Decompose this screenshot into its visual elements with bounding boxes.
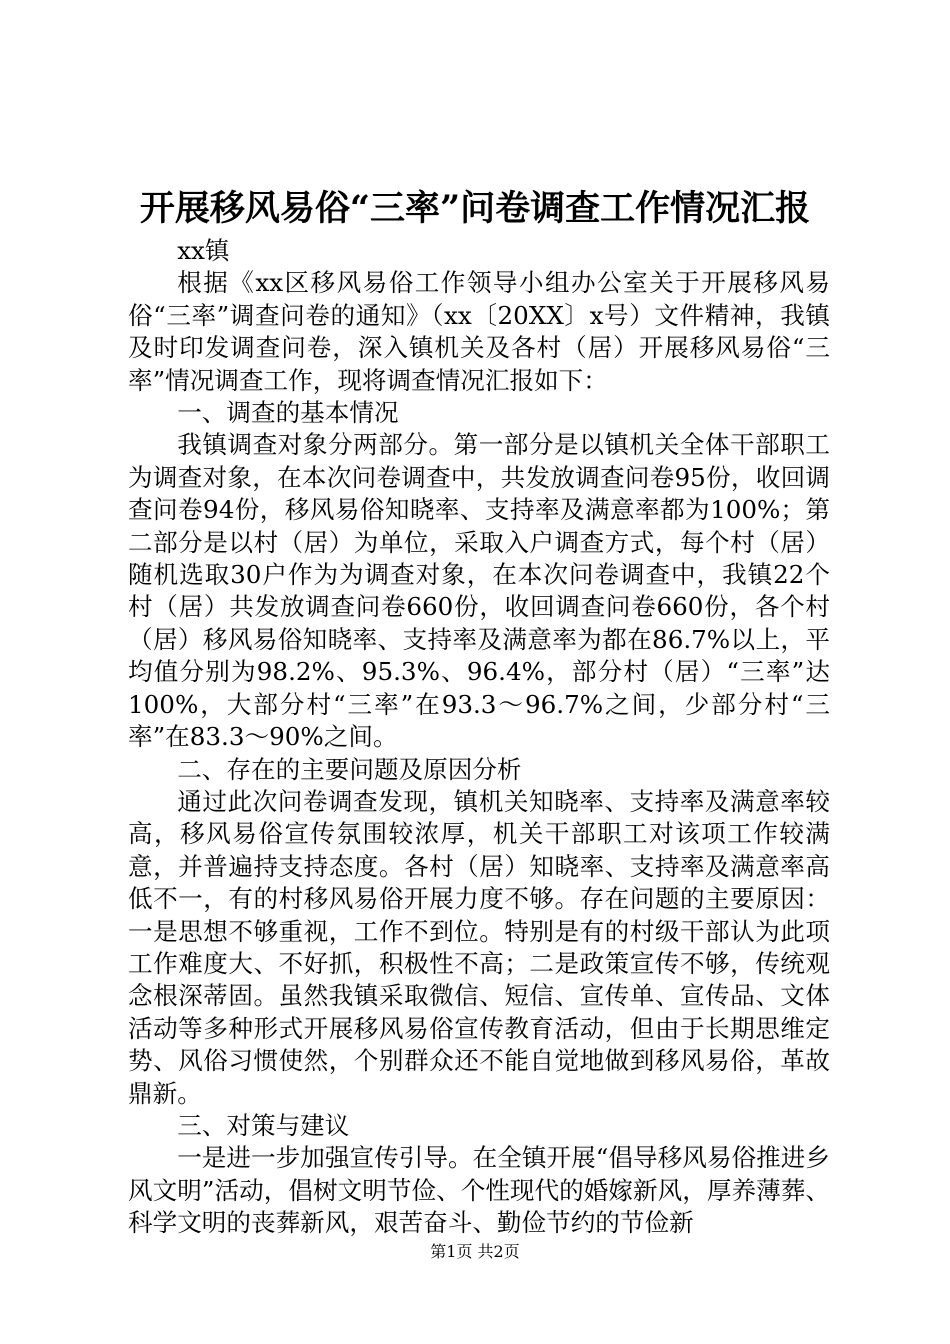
document-body	[128, 235, 830, 1240]
section-heading-2: 二、存在的主要问题及原因分析	[177, 754, 522, 784]
author-line: xx镇	[177, 236, 230, 265]
section-heading-3: 三、对策与建议	[177, 1110, 350, 1140]
section-2-paragraph: 通过此次问卷调查发现，镇机关知晓率、支持率及满意率较高，移风易俗宣传氛围较浓厚，机关干部职工对该项工作较满意，并普遍持支持态度。各村（居）知晓率、支持率及满意率高低不一，有的村移风易俗开展力度不够。存在问题的主要原因：一是思想不够重视，工作不到位。特别是有的村级干部认为此项工作难度大、不好抓，积极性不高；二是政策宣传不够，传统观念根深蒂固。虽然我镇采取微信、短信、宣传单、宣传品、文体活动等多种形式开展移风易俗宣传教育活动，但由于长期思维定势、风俗习惯使然，个别群众还不能自觉地做到移风易俗，革故鼎新。	[128, 786, 830, 1108]
section-3-paragraph: 一是进一步加强宣传引导。在全镇开展“倡导移风易俗推进乡风文明”活动，倡树文明节俭、个性现代的婚嫁新风，厚养薄葬、科学文明的丧葬新风，艰苦奋斗、勤俭节约的节俭新	[128, 1143, 830, 1238]
document-title: 开展移风易俗“三率”问卷调查工作情况汇报	[139, 188, 811, 229]
section-1-paragraph: 我镇调查对象分两部分。第一部分是以镇机关全体干部职工为调查对象，在本次问卷调查中，共发放调查问卷95份，收回调查问卷94份，移风易俗知晓率、支持率及满意率都为100%；第二部分是以村（居）为单位，采取入户调查方式，每个村（居）随机选取30户作为为调查对象，在本次问卷调查中，我镇22个村（居）共发放调查问卷660份，收回调查问卷660份，各个村（居）移风易俗知晓率、支持率及满意率为都在86.7%以上，平均值分别为98.2%、95.3%、96.4%，部分村（居）“三率”达100%，大部分村“三率”在93.3～96.7%之间，少部分村“三率”在83.3～90%之间。	[128, 430, 830, 752]
section-heading-1: 一、调查的基本情况	[177, 398, 399, 428]
intro-paragraph: 根据《xx区移风易俗工作领导小组办公室关于开展移风易俗“三率”调查问卷的通知》（xx〔20XX〕x号）文件精神，我镇及时印发调查问卷，深入镇机关及各村（居）开展移风易俗“三率”情况调查工作，现将调查情况汇报如下：	[128, 268, 830, 395]
page-footer: 第1页 共2页	[430, 1242, 520, 1261]
